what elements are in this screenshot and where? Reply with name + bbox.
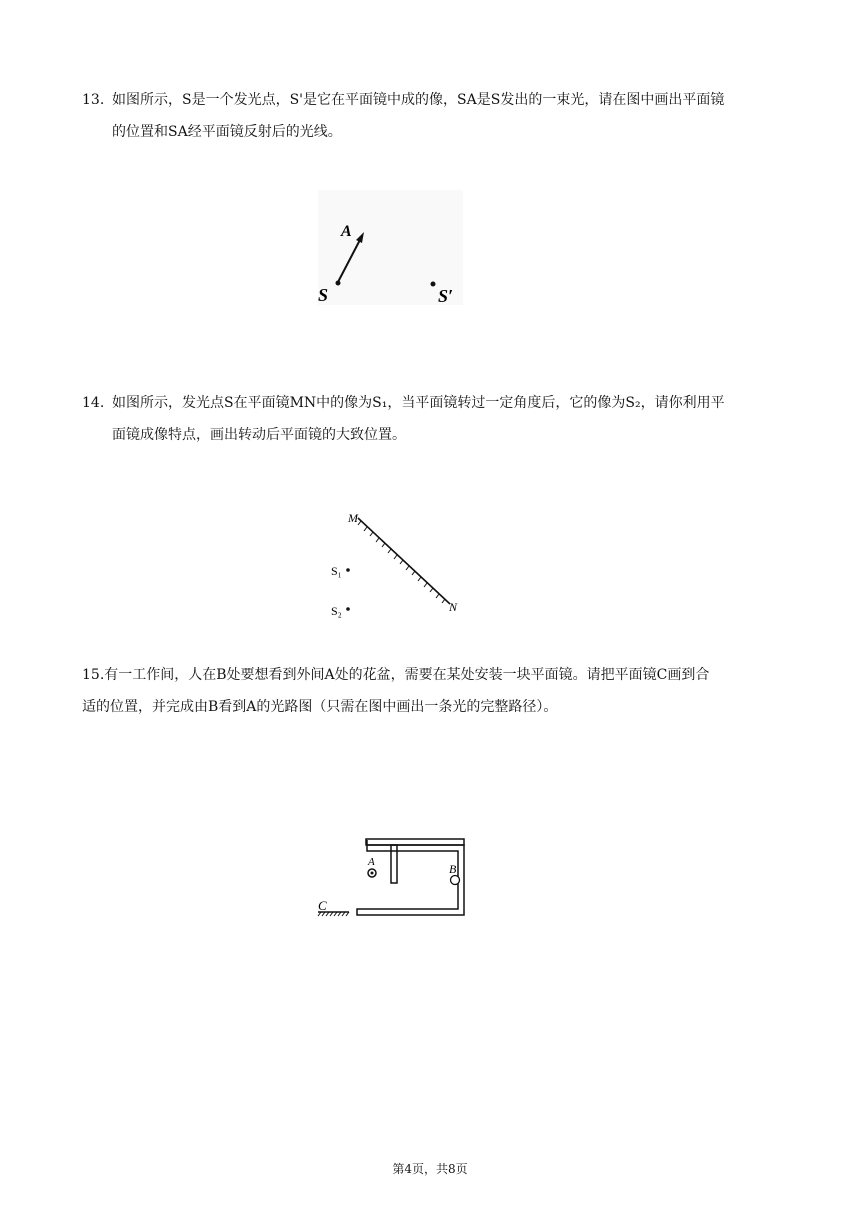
question-text-line1: 如图所示，S是一个发光点，S'是它在平面镜中成的像，SA是S发出的一束光，请在图中画出平面镜: [112, 92, 725, 108]
page-footer: 第4页，共8页: [392, 1162, 468, 1176]
flowerpot-A-inner: [371, 872, 374, 875]
label-N: N: [449, 600, 458, 614]
label-S: S: [318, 285, 329, 305]
label-S1: S₁: [331, 564, 342, 578]
question-text-line1: 有一工作间，人在B处要想看到外间A处的花盆，需要在某处安装一块平面镜。请把平面镜C画到合: [104, 667, 710, 683]
label-A: A: [341, 223, 352, 240]
question-text-line2: 适的位置，并完成由B看到A的光路图（只需在图中画出一条光的完整路径）。: [82, 699, 558, 715]
label-A: A: [368, 856, 375, 868]
question-number: 15.: [82, 667, 105, 683]
label-C: C: [318, 898, 327, 913]
label-B: B: [449, 862, 457, 876]
question-text-line2: 的位置和SA经平面镜反射后的光线。: [112, 124, 342, 140]
label-S2: S₂: [331, 604, 342, 618]
label-M: M: [348, 511, 358, 525]
question-number: 14.: [82, 395, 105, 411]
person-B: [451, 876, 460, 885]
label-S-image: S′: [438, 286, 454, 306]
question-text-line1: 如图所示，发光点S在平面镜MN中的像为S₁，当平面镜转过一定角度后，它的像为S₂，请你利用平: [112, 395, 725, 411]
question-number: 13.: [82, 92, 105, 108]
question-text-line2: 面镜成像特点，画出转动后平面镜的大致位置。: [112, 427, 406, 443]
